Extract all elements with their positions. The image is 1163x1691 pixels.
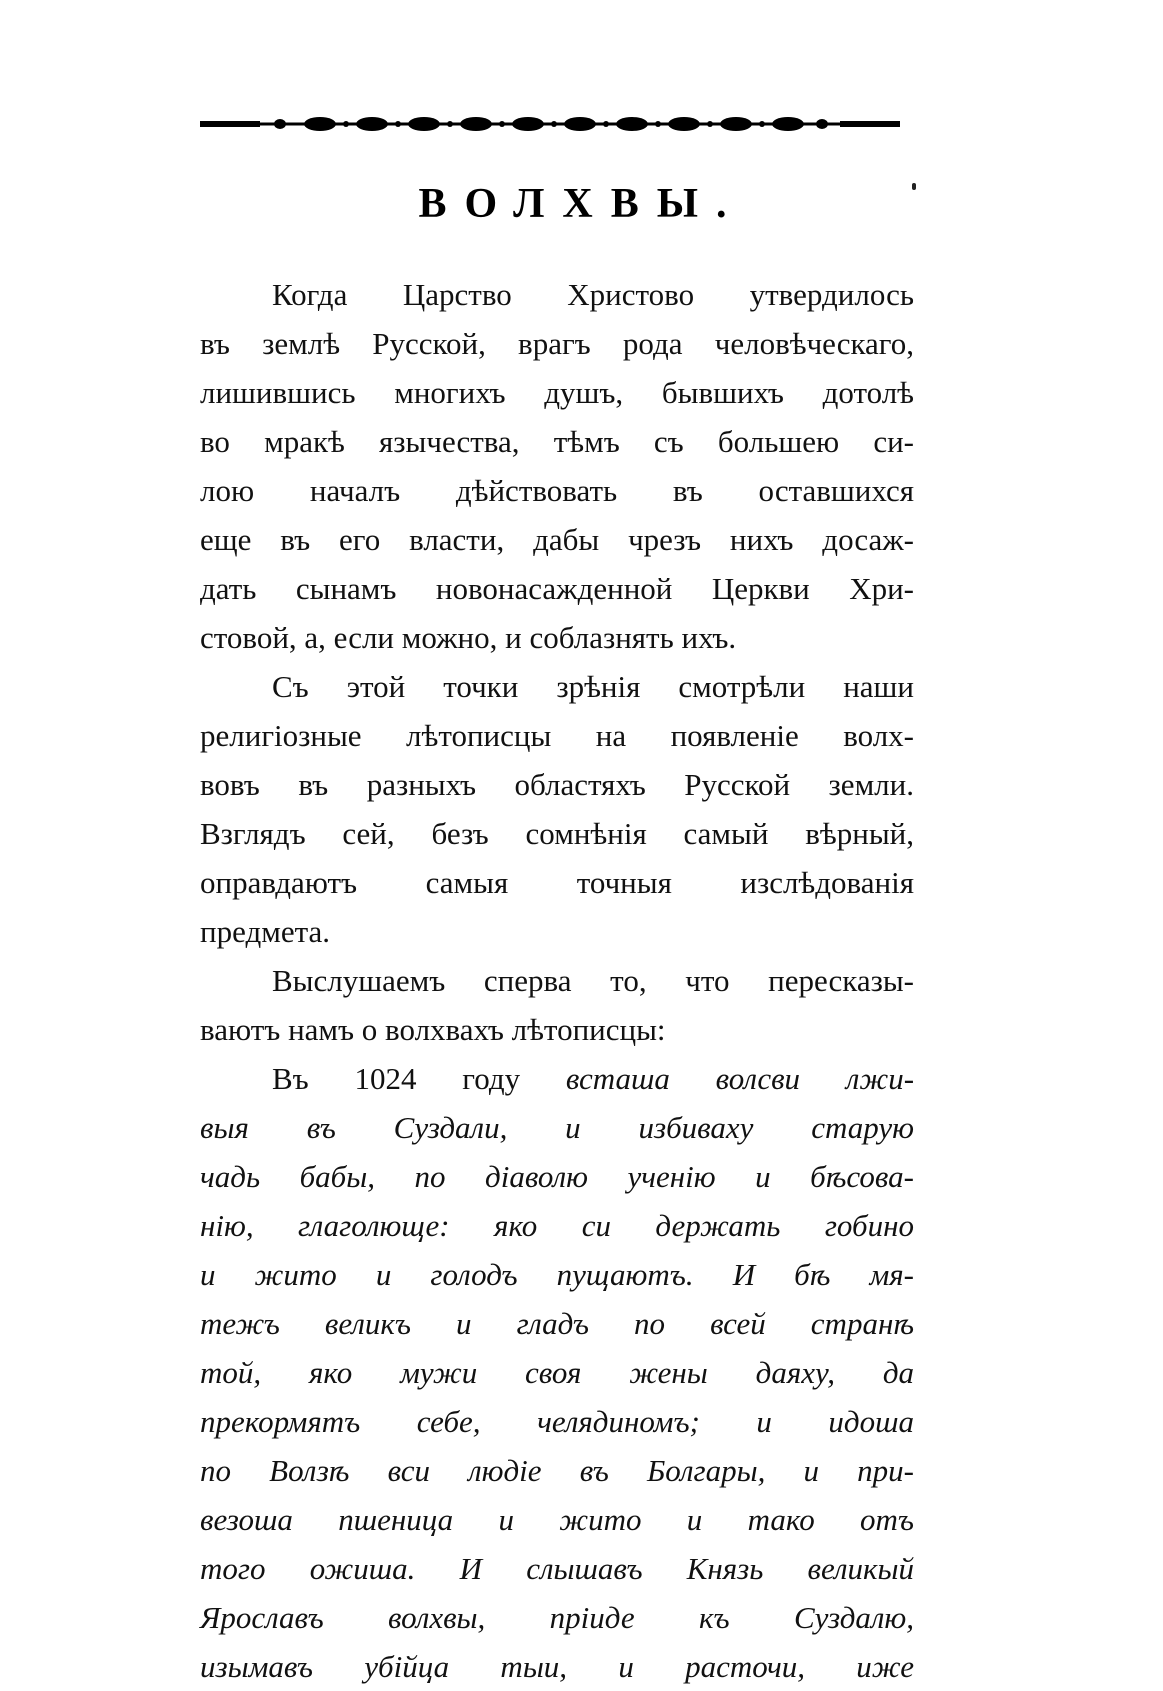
text-line: Выслушаемъ сперва то, что пересказы- <box>272 963 914 998</box>
ornament-graphic <box>200 110 900 138</box>
text-line: Съ этой точки зрѣнія смотрѣли наши <box>272 669 914 704</box>
text-line: предмета. <box>200 914 331 949</box>
text-line: прекормятъ себе, челядиномъ; и идоша <box>200 1404 914 1439</box>
text-line: и жито и голодъ пущаютъ. И бѣ мя- <box>200 1257 914 1292</box>
chronicle-year-intro: Въ 1024 году <box>272 1061 521 1096</box>
text-line: ваютъ намъ о волхвахъ лѣтописцы: <box>200 1012 666 1047</box>
text-line: стовой, а, если можно, и соблазнять ихъ. <box>200 620 737 655</box>
paragraph-3 <box>200 956 914 1054</box>
text-line: нію, глаголюще: яко си держать гобино <box>200 1208 914 1243</box>
text-line: Ярославъ волхвы, пріиде къ Суздалю, <box>200 1600 914 1635</box>
text-line: вовъ въ разныхъ областяхъ Русской земли. <box>200 767 914 802</box>
text-line: въ землѣ Русской, врагъ рода человѣческаго, <box>200 326 914 361</box>
decorative-rule-ornament-icon <box>200 110 900 138</box>
text-line <box>200 1054 914 1103</box>
paragraph-1 <box>200 270 914 662</box>
text-line: Когда Царство Христово утвердилось <box>272 277 914 312</box>
text-line: дать сынамъ новонасажденной Церкви Хри- <box>200 571 914 606</box>
text-line: выя въ Суздали, и избиваху старую <box>200 1110 914 1145</box>
chronicle-quote-start: всташа волсви лжи- <box>565 1061 915 1096</box>
page-title: ВОЛХВЫ. <box>418 181 745 227</box>
text-line: того ожиша. И слышавъ Князь великый <box>200 1551 914 1586</box>
text-line: той, яко мужи своя жены даяху, да <box>200 1355 914 1390</box>
text-line: тежъ великъ и гладъ по всей странѣ <box>200 1306 914 1341</box>
text-line: везоша пшеница и жито и тако отъ <box>200 1502 914 1537</box>
text-line: еще въ его власти, дабы чрезъ нихъ досаж- <box>200 522 914 557</box>
text-line: оправдаютъ самыя точныя изслѣдованія <box>200 865 914 900</box>
body-text <box>200 270 914 1691</box>
print-speck <box>912 183 916 190</box>
text-line: Взглядъ сей, безъ сомнѣнія самый вѣрный, <box>200 816 914 851</box>
text-line: чадь бабы, по діаволю ученію и бѣсова- <box>200 1159 914 1194</box>
text-line: лою началъ дѣйствовать въ оставшихся <box>200 473 914 508</box>
paragraph-2 <box>200 662 914 956</box>
text-line: религіозные лѣтописцы на появленіе волх- <box>200 718 914 753</box>
text-line: изымавъ убійца тыи, и расточи, иже <box>200 1649 914 1684</box>
text-line: во мракѣ язычества, тѣмъ съ большею си- <box>200 424 914 459</box>
text-line: лишившись многихъ душъ, бывшихъ дотолѣ <box>200 375 914 410</box>
paragraph-4 <box>200 1054 914 1691</box>
text-line: по Волзѣ вси людіе въ Болгары, и при- <box>200 1453 914 1488</box>
